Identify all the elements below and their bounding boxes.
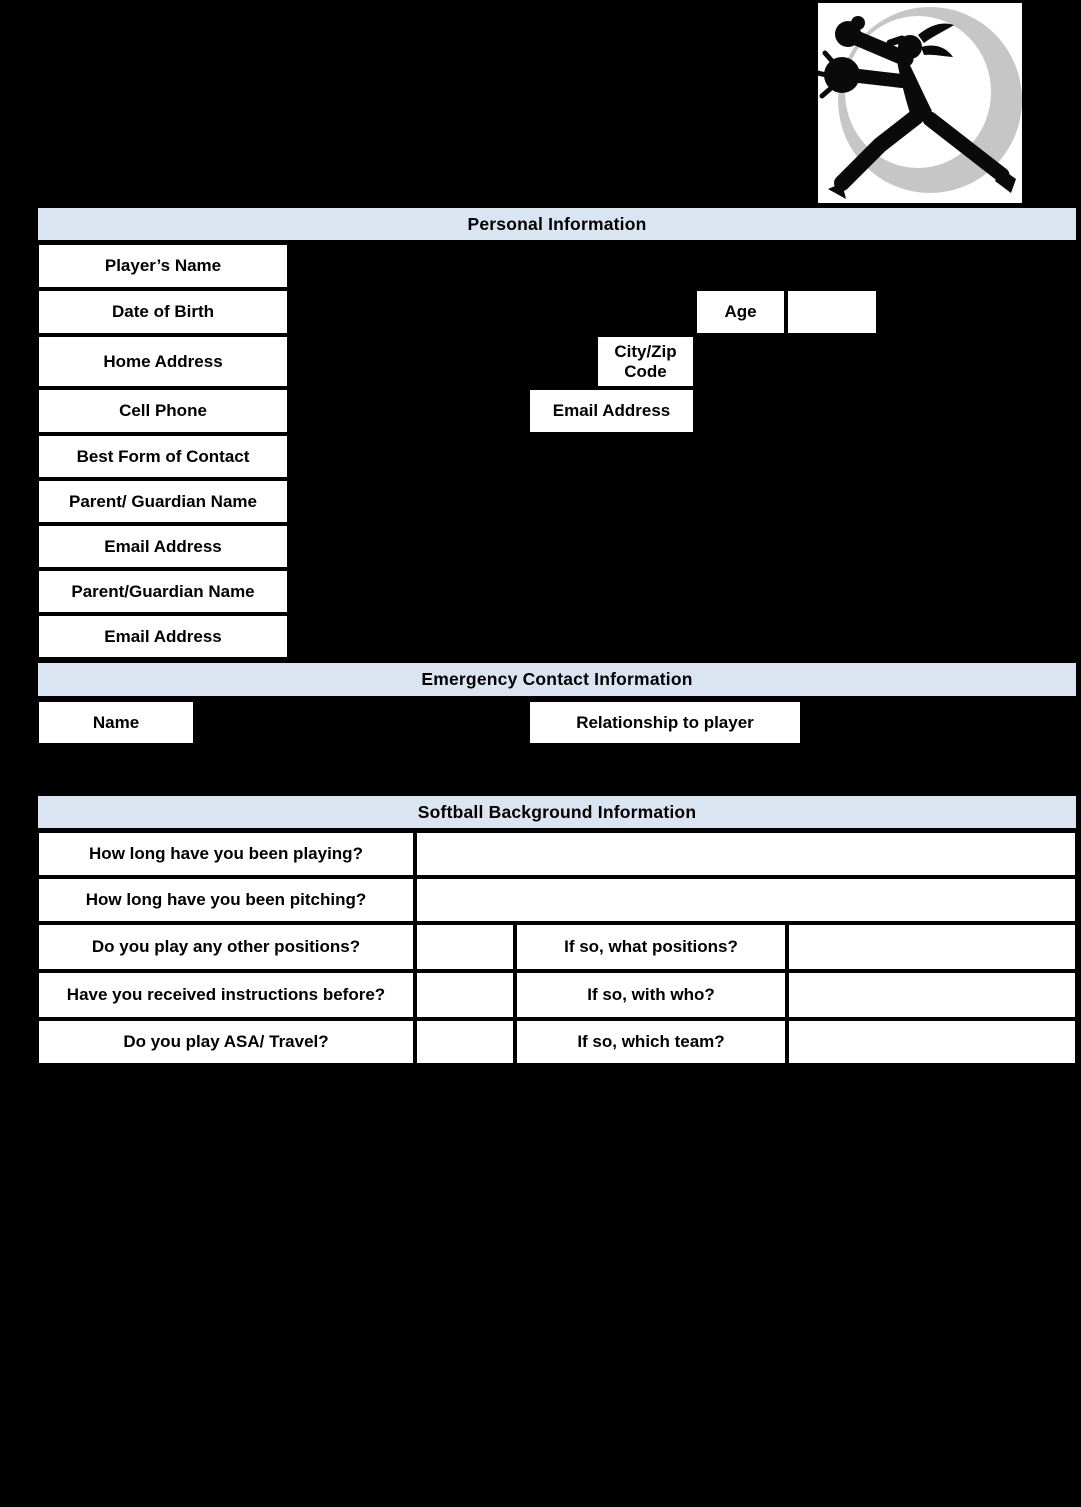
email-address-label: Email Address (528, 388, 695, 434)
personal-info-header: Personal Information (37, 207, 1077, 241)
asa-travel-question: Do you play ASA/ Travel? (37, 1019, 415, 1065)
playing-duration-question: How long have you been playing? (37, 831, 415, 877)
other-positions-answer-cell[interactable] (415, 923, 515, 971)
pitching-duration-answer-cell[interactable] (415, 877, 1077, 923)
best-form-of-contact-label: Best Form of Contact (37, 434, 289, 479)
age-label: Age (695, 289, 786, 335)
asa-travel-team-answer-cell[interactable] (787, 1019, 1077, 1065)
emergency-name-label: Name (37, 700, 195, 745)
asa-travel-followup-label: If so, which team? (515, 1019, 787, 1065)
cell-phone-label: Cell Phone (37, 388, 289, 434)
other-positions-followup-label: If so, what positions? (515, 923, 787, 971)
instructions-who-answer-cell[interactable] (787, 971, 1077, 1019)
other-positions-detail-answer-cell[interactable] (787, 923, 1077, 971)
age-value-cell[interactable] (786, 289, 878, 335)
playing-duration-answer-cell[interactable] (415, 831, 1077, 877)
softball-background-header: Softball Background Information (37, 795, 1077, 829)
date-of-birth-label: Date of Birth (37, 289, 289, 335)
parent-email-1-label: Email Address (37, 524, 289, 569)
received-instructions-followup-label: If so, with who? (515, 971, 787, 1019)
asa-travel-answer-cell[interactable] (415, 1019, 515, 1065)
received-instructions-question: Have you received instructions before? (37, 971, 415, 1019)
softball-pitcher-logo (818, 3, 1022, 203)
parent-guardian-name-2-label: Parent/Guardian Name (37, 569, 289, 614)
pitching-duration-question: How long have you been pitching? (37, 877, 415, 923)
received-instructions-answer-cell[interactable] (415, 971, 515, 1019)
emergency-contact-header: Emergency Contact Information (37, 662, 1077, 697)
home-address-label: Home Address (37, 335, 289, 388)
city-zip-label: City/Zip Code (596, 335, 695, 388)
other-positions-question: Do you play any other positions? (37, 923, 415, 971)
parent-guardian-name-1-label: Parent/ Guardian Name (37, 479, 289, 524)
parent-email-2-label: Email Address (37, 614, 289, 659)
softball-pitcher-icon (818, 3, 1022, 203)
player-name-label: Player’s Name (37, 243, 289, 289)
relationship-to-player-label: Relationship to player (528, 700, 802, 745)
